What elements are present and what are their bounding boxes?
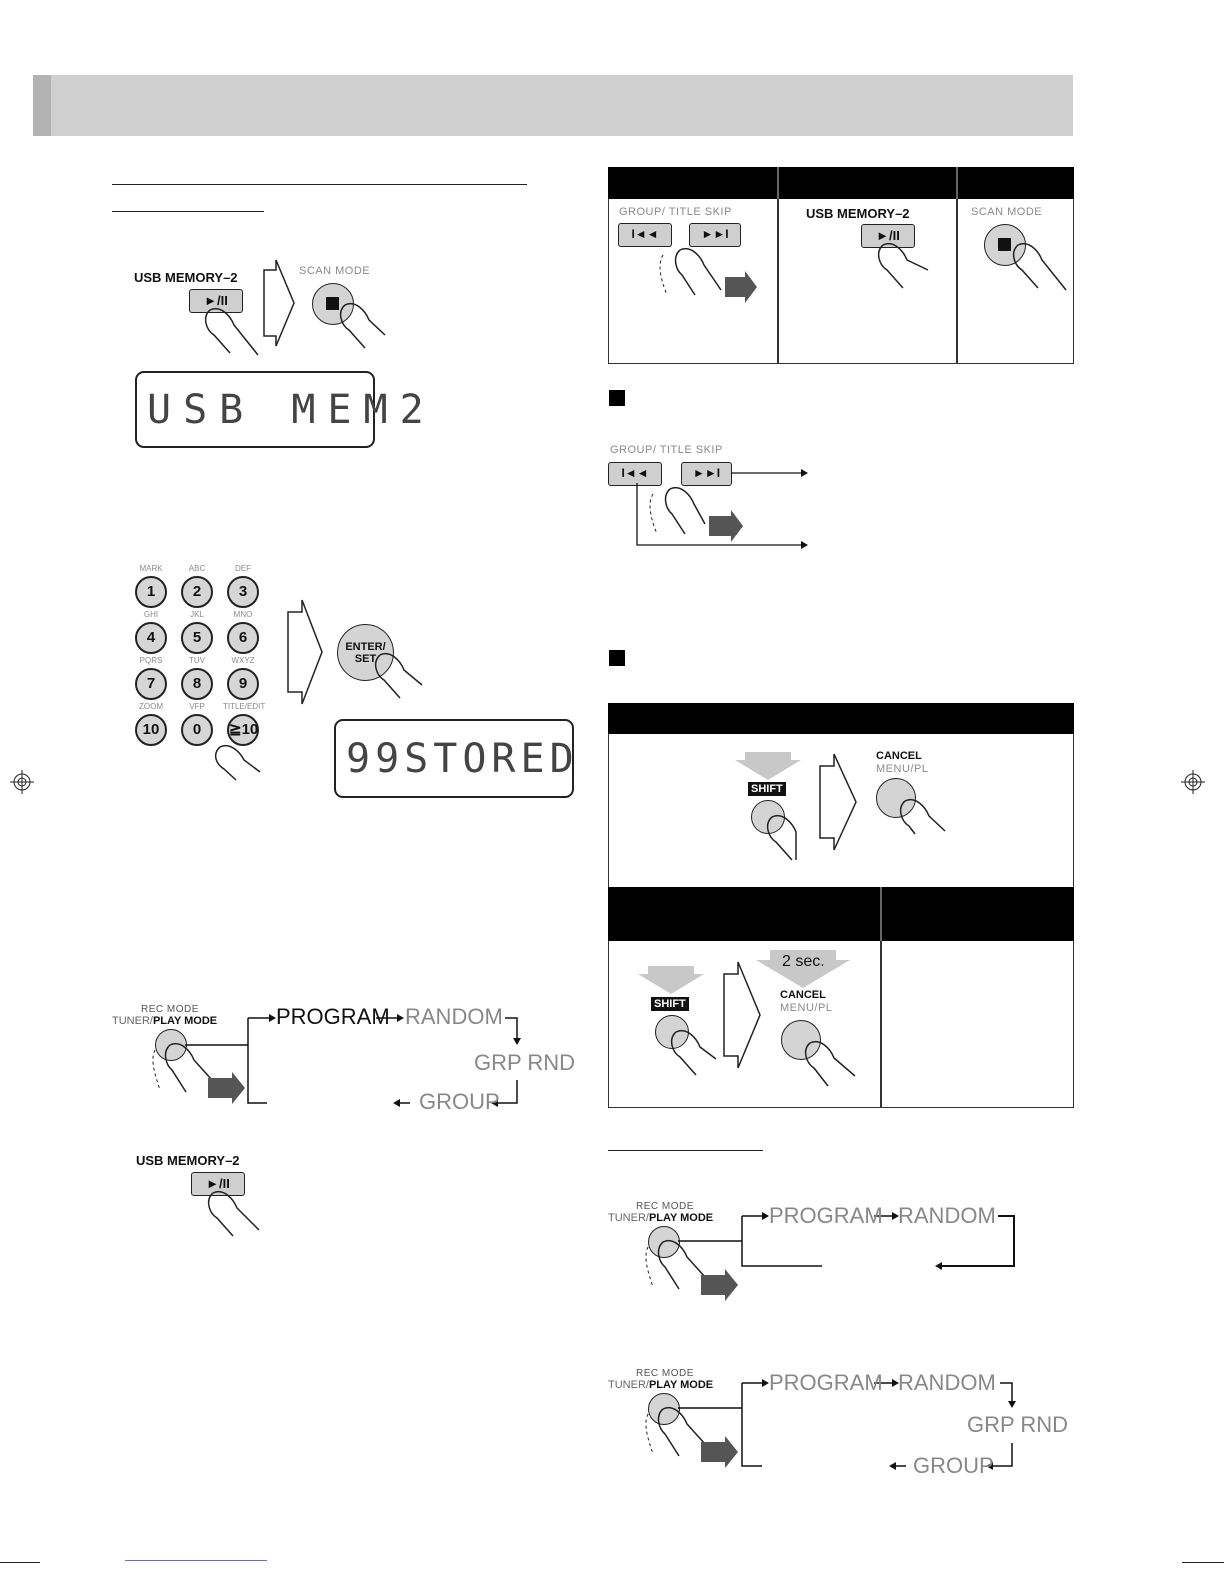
scan-mode-label: SCAN MODE — [299, 265, 371, 277]
prev-skip-button[interactable]: I◄◄ — [608, 462, 662, 486]
shift-label: SHIFT — [651, 997, 689, 1011]
finger-press-icon — [895, 796, 955, 836]
keypad-key-number[interactable]: 10 — [135, 714, 167, 746]
keypad-key-sublabel: TUV — [189, 656, 205, 665]
lcd-text: 99STORED — [346, 736, 579, 782]
finger-press-icon — [873, 240, 933, 290]
finger-press-icon — [666, 1027, 726, 1077]
finger-press-icon — [210, 742, 270, 782]
keypad-key-number[interactable]: 4 — [135, 622, 167, 654]
header-divider — [956, 167, 958, 199]
mode-program: PROGRAM — [769, 1370, 883, 1395]
footer-link-underline — [125, 1560, 267, 1561]
finger-press-icon — [203, 1188, 263, 1243]
keypad-key-sublabel: PQRS — [139, 656, 163, 665]
scan-mode-label: SCAN MODE — [971, 206, 1043, 218]
group-title-skip-label: GROUP/ TITLE SKIP — [610, 444, 723, 456]
shift-label: SHIFT — [748, 782, 786, 796]
next-skip-button[interactable]: ►►I — [689, 223, 741, 247]
keypad-key-sublabel: VFP — [189, 702, 205, 711]
keypad-key-number[interactable]: 1 — [135, 576, 167, 608]
keypad-key-sublabel: MARK — [139, 564, 163, 573]
keypad-key-number[interactable]: 8 — [181, 668, 213, 700]
mode-grp-rnd: GRP RND — [474, 1050, 576, 1075]
lcd-text: USB MEM2 — [147, 387, 436, 433]
keypad-key-number[interactable]: 2 — [181, 576, 213, 608]
mode-random: RANDOM — [898, 1370, 996, 1395]
tuner-label: TUNER/ — [112, 1015, 153, 1027]
keypad-key-number[interactable]: ≧10 — [227, 714, 259, 746]
tuner-label: TUNER/ — [608, 1212, 649, 1224]
prev-skip-button[interactable]: I◄◄ — [618, 223, 672, 247]
finger-press-icon — [1008, 240, 1068, 295]
cancel-label: CANCEL — [780, 989, 826, 1001]
header-divider — [777, 167, 779, 199]
down-arrow-icon — [638, 966, 704, 994]
numeric-keypad — [131, 564, 271, 754]
keypad-key-sublabel: GHI — [143, 610, 159, 619]
sub-section-underline — [608, 1150, 763, 1151]
trim-line — [1182, 1562, 1224, 1563]
play-mode-label: PLAY MODE — [648, 1212, 714, 1224]
keypad-key-number[interactable]: 7 — [135, 668, 167, 700]
arrow-right-icon — [262, 258, 298, 348]
keypad-key-sublabel: DEF — [235, 564, 251, 573]
menu-pl-label: MENU/PL — [876, 763, 929, 775]
registration-mark-icon — [10, 770, 34, 794]
usb-memory-2-label: USB MEMORY–2 — [806, 206, 910, 221]
rec-mode-label: REC MODE — [636, 1201, 694, 1212]
rec-mode-label: REC MODE — [141, 1004, 199, 1015]
section-title-underline-2 — [112, 211, 264, 212]
page-header-tab — [33, 75, 51, 136]
mode-random: RANDOM — [405, 1004, 503, 1029]
header-divider — [880, 887, 882, 941]
keypad-key-sublabel: MNO — [233, 610, 253, 619]
menu-pl-label: MENU/PL — [780, 1002, 833, 1014]
table-header-bar — [608, 167, 1074, 199]
finger-press-icon — [200, 305, 260, 360]
keypad-key-number[interactable]: 6 — [227, 622, 259, 654]
lcd-display-stored — [334, 719, 579, 798]
finger-press-icon — [335, 300, 395, 355]
page-header-band — [33, 75, 1073, 136]
mode-grp-rnd: GRP RND — [967, 1412, 1069, 1437]
play-pause-button[interactable]: ►/II — [189, 289, 243, 313]
play-pause-button[interactable]: ►/II — [861, 224, 915, 248]
mode-random: RANDOM — [898, 1203, 996, 1228]
keypad-key-number[interactable]: 5 — [181, 622, 213, 654]
usb-memory-2-label: USB MEMORY–2 — [134, 270, 238, 285]
play-pause-button[interactable]: ►/II — [191, 1172, 245, 1196]
keypad-key-sublabel: WXYZ — [231, 656, 255, 665]
next-skip-button[interactable]: ►►I — [681, 462, 732, 486]
down-arrow-icon — [735, 752, 801, 780]
mode-program: PROGRAM — [769, 1203, 883, 1228]
tuner-label: TUNER/ — [608, 1379, 649, 1391]
trim-line — [0, 1562, 40, 1563]
keypad-key-number[interactable]: 9 — [227, 668, 259, 700]
section-bullet — [609, 650, 625, 666]
rec-mode-label: REC MODE — [636, 1368, 694, 1379]
mode-program: PROGRAM — [276, 1004, 390, 1029]
play-mode-label: PLAY MODE — [648, 1379, 714, 1391]
keypad-key-sublabel: ABC — [188, 564, 206, 573]
keypad-key-sublabel: TITLE/EDIT — [223, 702, 266, 711]
group-title-skip-label: GROUP/ TITLE SKIP — [619, 206, 732, 218]
finger-press-drag-icon — [645, 484, 755, 544]
mode-group: GROUP — [419, 1089, 500, 1114]
finger-press-icon — [800, 1038, 860, 1088]
keypad-key-sublabel: JKL — [190, 610, 204, 619]
keypad-key-sublabel: ZOOM — [139, 702, 163, 711]
finger-press-icon — [370, 650, 430, 705]
two-second-label: 2 sec. — [782, 953, 825, 970]
keypad-key-number[interactable]: 3 — [227, 576, 259, 608]
arrow-right-icon — [818, 752, 860, 852]
cancel-label: CANCEL — [876, 750, 922, 762]
enter-set-label: ENTER/ SET — [345, 641, 386, 665]
registration-mark-icon — [1181, 770, 1205, 794]
table-header-bar — [608, 703, 1074, 734]
table-header-bar-2 — [608, 887, 1074, 941]
section-bullet — [609, 390, 625, 406]
usb-memory-2-label: USB MEMORY–2 — [136, 1153, 240, 1168]
section-title-underline — [112, 184, 527, 185]
keypad-key-number[interactable]: 0 — [181, 714, 213, 746]
play-mode-label: PLAY MODE — [152, 1015, 218, 1027]
finger-press-icon — [762, 812, 822, 862]
mode-group: GROUP — [913, 1453, 994, 1478]
lcd-display-usb-mem2 — [135, 371, 436, 448]
arrow-right-icon — [286, 598, 326, 708]
finger-press-drag-icon — [655, 245, 765, 305]
